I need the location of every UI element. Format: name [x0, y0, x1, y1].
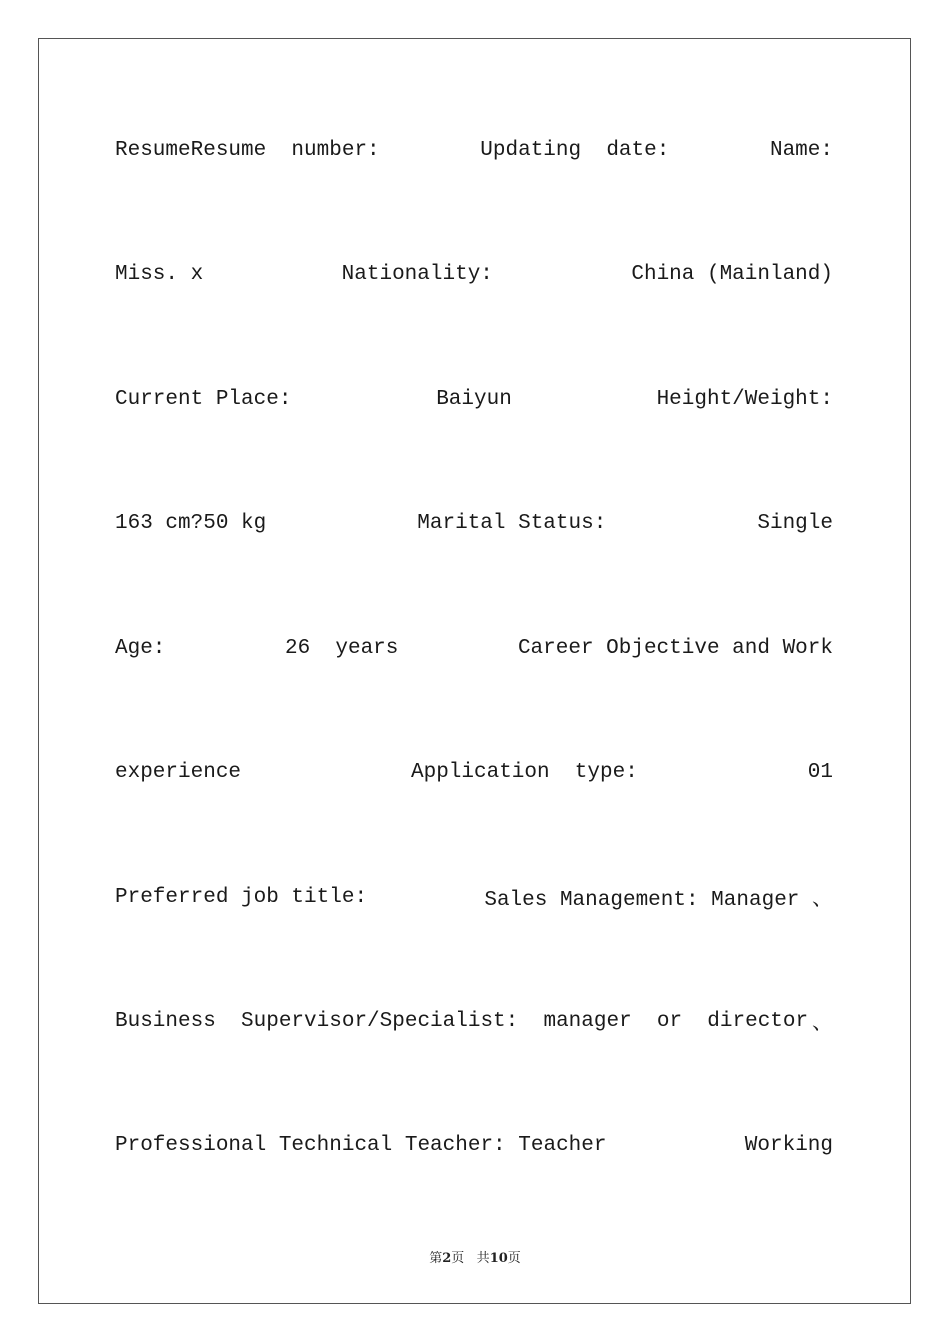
line-name-nationality: [115, 258, 833, 290]
preferred-job-label: Preferred job title:: [115, 885, 368, 909]
age-label: Age:: [115, 636, 166, 660]
experience-heading: experience: [115, 760, 242, 784]
name-value: Miss. x: [115, 262, 204, 286]
preferred-job-value-3: Professional Technical Teacher: Teacher: [115, 1133, 607, 1157]
marital-status-value: Single: [757, 511, 833, 535]
line-business-supervisor: [115, 1005, 833, 1037]
marital-status-label: Marital Status:: [417, 511, 607, 535]
line-height-marital: [115, 507, 833, 539]
current-place-value: Baiyun: [436, 387, 512, 411]
current-place-label: Current Place:: [115, 387, 292, 411]
line-current-place: [115, 383, 833, 415]
working-heading: Working: [744, 1133, 833, 1157]
height-weight-value: 163 cm?50 kg: [115, 511, 267, 535]
career-objective-heading: Career Objective and Work: [517, 636, 833, 660]
page-footer: [0, 1247, 950, 1266]
resume-number-label: ResumeResume number:: [115, 138, 380, 162]
page-number: 2: [442, 1251, 452, 1266]
nationality-value: China (Mainland): [631, 262, 833, 286]
line-application-type: [115, 756, 833, 788]
age-value: 26 years: [284, 636, 399, 660]
page-suffix: 页: [451, 1251, 465, 1266]
line-professional-teacher: [115, 1129, 833, 1161]
updating-date-label: Updating date:: [480, 138, 670, 162]
name-label: Name:: [769, 138, 833, 162]
height-weight-label: Height/Weight:: [656, 387, 833, 411]
preferred-job-value-1: Sales Management: Manager 、: [484, 889, 833, 912]
application-type-value: 01: [807, 760, 833, 784]
preferred-job-value-2: Business Supervisor/Specialist: manager or director: [115, 1009, 809, 1033]
line-resume-number: [115, 134, 833, 166]
line-preferred-job: [115, 881, 833, 913]
list-separator: 、: [812, 1013, 833, 1036]
line-age: [115, 632, 833, 664]
nationality-label: Nationality:: [341, 262, 493, 286]
page-frame: [38, 38, 911, 1304]
page-prefix: 第: [429, 1251, 443, 1266]
total-suffix: 页: [507, 1251, 521, 1266]
application-type-label: Application type:: [410, 760, 638, 784]
total-prefix: 共: [476, 1251, 490, 1266]
total-pages: 10: [489, 1251, 508, 1266]
